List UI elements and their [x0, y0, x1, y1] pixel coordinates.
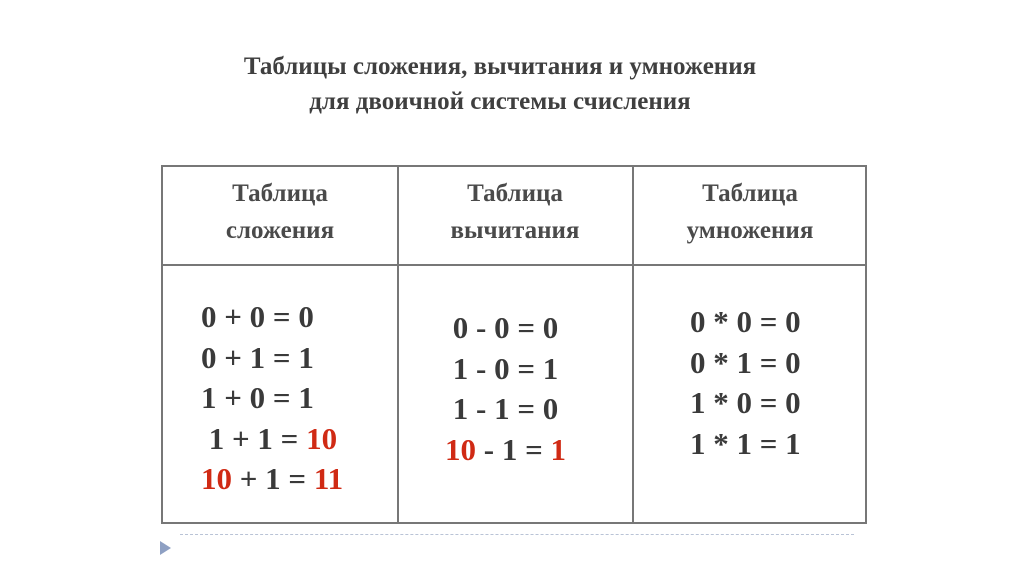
header-multiplication	[633, 175, 867, 249]
equation	[690, 343, 801, 384]
addition-equations	[201, 297, 343, 500]
slide-title	[150, 49, 850, 119]
highlighted-value: 11	[313, 461, 344, 496]
equation	[445, 349, 566, 390]
title-line-1: Таблицы сложения, вычитания и умножения	[243, 53, 757, 80]
equation-text: 0 * 1 = 0	[690, 344, 801, 380]
equation-text: 1 + 1 =	[201, 420, 307, 456]
header-subtraction	[398, 175, 632, 249]
subtraction-equations	[445, 308, 566, 470]
header-line: умножения	[686, 217, 814, 244]
equation-text: 1 - 0 = 1	[445, 350, 559, 386]
multiplication-equations	[690, 302, 801, 464]
next-arrow-icon[interactable]	[160, 541, 171, 555]
equation	[445, 430, 566, 471]
header-line: Таблица	[467, 180, 563, 207]
equation	[201, 419, 343, 460]
equation-text: 0 + 1 = 1	[201, 339, 314, 375]
header-line: Таблица	[232, 180, 328, 207]
equation-text: 1 - 1 = 0	[445, 391, 559, 426]
equation-text: 1 * 1 = 1	[690, 425, 801, 461]
title-line-2: для двоичной системы счисления	[309, 88, 691, 115]
equation-text: 1 * 0 = 0	[690, 385, 801, 420]
binary-tables	[161, 165, 867, 524]
equation-text: + 1 =	[232, 461, 314, 496]
equation-text: 0 + 0 = 0	[201, 299, 314, 334]
equation-text: 0 * 0 = 0	[690, 304, 801, 339]
footer-divider	[180, 534, 854, 535]
equation	[201, 338, 343, 379]
equation-text: 0 - 0 = 0	[445, 310, 559, 345]
header-line: сложения	[225, 217, 335, 244]
highlighted-value: 1	[550, 431, 566, 467]
equation	[445, 308, 566, 349]
highlighted-value: 10	[201, 461, 232, 496]
equation	[201, 297, 343, 338]
equation-text: 1 + 0 = 1	[201, 380, 314, 415]
header-line: Таблица	[702, 180, 798, 207]
equation	[445, 389, 566, 430]
highlighted-value: 10	[306, 420, 338, 456]
equation	[690, 302, 801, 343]
equation	[201, 459, 343, 500]
header-addition	[163, 175, 397, 249]
header-line: вычитания	[450, 217, 580, 244]
equation	[690, 424, 801, 465]
equation	[201, 378, 343, 419]
header-divider	[163, 264, 865, 266]
equation	[690, 383, 801, 424]
highlighted-value: 10	[445, 431, 476, 467]
equation-text: - 1 =	[476, 431, 551, 467]
